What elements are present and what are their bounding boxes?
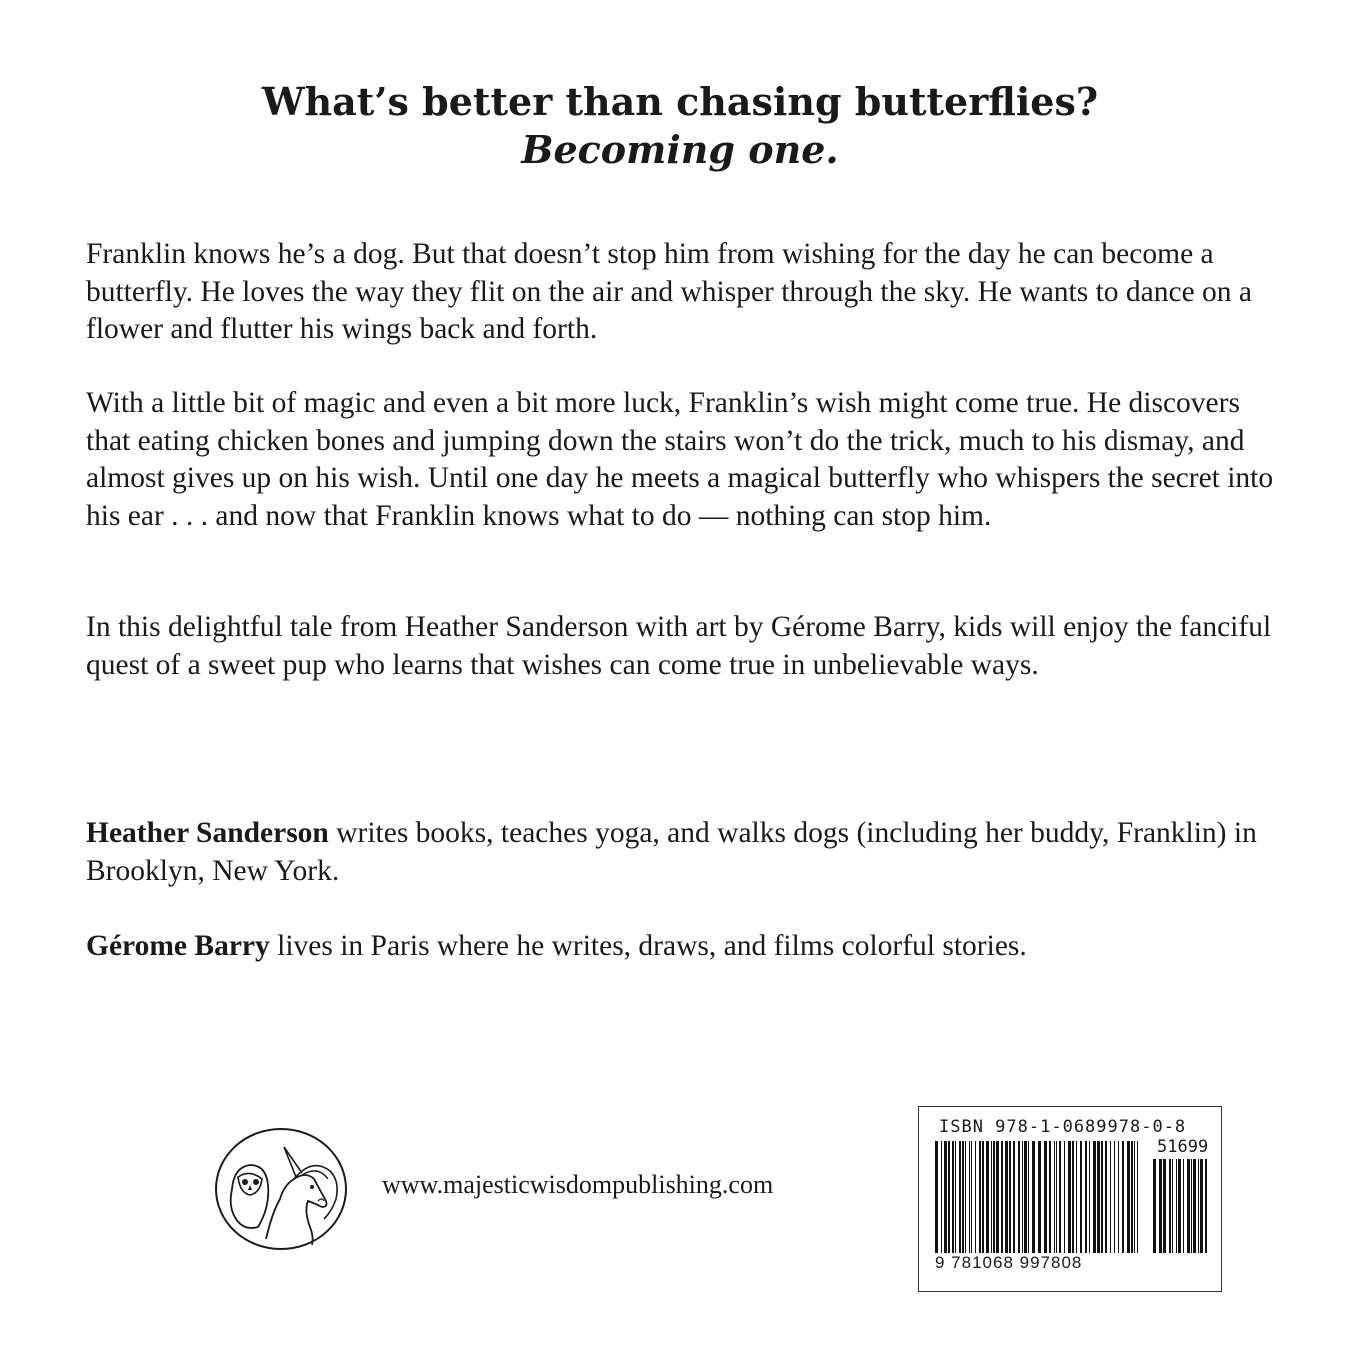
barcode-bars-addon [1153, 1159, 1209, 1253]
blurb-paragraph-3: In this delightful tale from Heather Sanderson with art by Gérome Barry, kids will enjoy the fanciful quest of a sweet pup who learns that wishes can come true in unbelievable ways. [86, 611, 1272, 681]
barcode-ean-digits: 9 781068 997808 [935, 1253, 1083, 1272]
blurb-paragraph-1: Franklin knows he’s a dog. But that doesn’t stop him from wishing for the day he can become a butterfly. He loves the way they flit on the air and whisper through the sky. He wants to dance on a flower and flutter his wings back and forth. [86, 238, 1253, 345]
isbn-barcode [918, 1106, 1222, 1292]
owl-unicorn-logo-icon [214, 1127, 348, 1251]
barcode-addon-digits: 51699 [1157, 1137, 1209, 1157]
author-bio [86, 815, 1276, 890]
artist-name: Gérome Barry [86, 930, 270, 962]
barcode-bars-main [935, 1141, 1141, 1253]
publisher-url[interactable]: www.majesticwisdompublishing.com [382, 1170, 774, 1199]
blurb-paragraph-2: With a little bit of magic and even a bit more luck, Franklin’s wish might come true. He discovers that eating chicken bones and jumping down the stairs won’t do the trick, much to his dismay, and almost gives up on his wish. Until one day he meets a magical butterfly who whispers the secret into his ear . . . and now that Franklin knows what to do — nothing can stop him. [86, 387, 1274, 532]
headline-line-1: What’s better than chasing butterflies? [261, 79, 1099, 124]
author-name: Heather Sanderson [86, 817, 329, 849]
author-bio-text: writes books, teaches yoga, and walks dogs (including her buddy, Franklin) in Brooklyn, New York. [86, 817, 1257, 887]
headline [0, 78, 1360, 174]
headline-line-2: Becoming one. [521, 127, 839, 172]
isbn-label: ISBN 978-1-0689978-0-8 [939, 1117, 1187, 1137]
artist-bio-text: lives in Paris where he writes, draws, and films colorful stories. [269, 930, 1027, 962]
artist-bio [86, 928, 1276, 966]
